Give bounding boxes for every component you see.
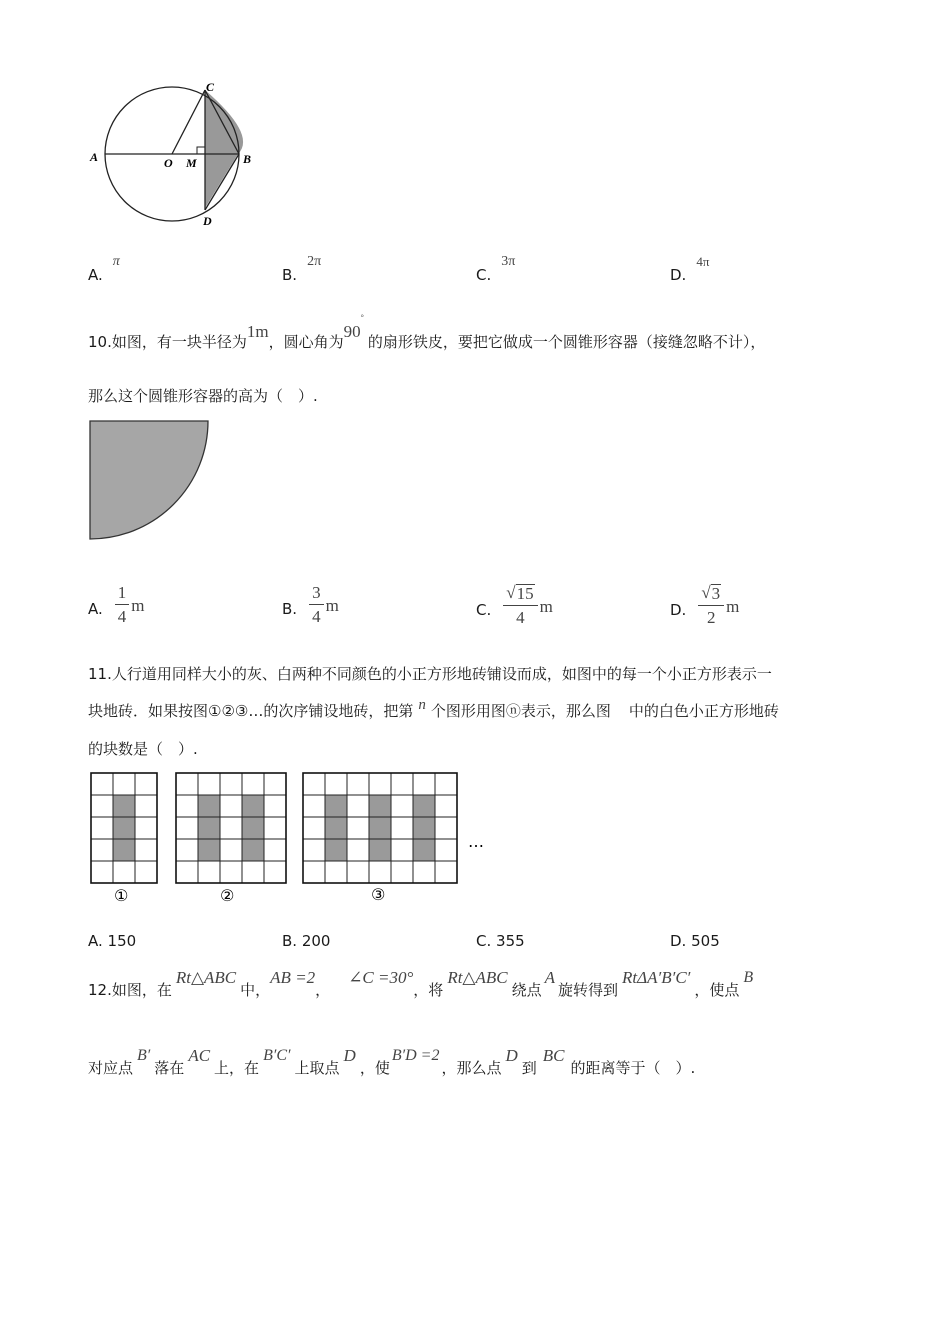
white-tile bbox=[435, 817, 457, 839]
q12-point-a: A bbox=[544, 968, 556, 987]
q12-stem-line1 bbox=[88, 964, 753, 1000]
white-tile bbox=[369, 773, 391, 795]
gray-tile bbox=[198, 839, 220, 861]
q12-p3: ， bbox=[315, 981, 331, 999]
q10-text-b: ，圆心角为 bbox=[268, 333, 344, 351]
q12-ab: AB =2 bbox=[270, 968, 316, 987]
white-tile bbox=[91, 773, 113, 795]
white-tile bbox=[347, 861, 369, 883]
white-tile bbox=[176, 817, 198, 839]
q12-l2f: ，那么点 bbox=[441, 1059, 502, 1077]
denominator: 2 bbox=[707, 608, 716, 627]
q10-option-b[interactable] bbox=[282, 584, 339, 626]
q9-option-c[interactable] bbox=[476, 254, 516, 284]
white-tile bbox=[264, 817, 286, 839]
q10-angle: 90 bbox=[343, 322, 361, 341]
q12-l2b: 落在 bbox=[154, 1059, 185, 1077]
gray-tile bbox=[325, 795, 347, 817]
white-tile bbox=[369, 861, 391, 883]
tile-patterns-figure bbox=[88, 770, 508, 910]
circle-figure bbox=[88, 78, 268, 233]
gray-tile bbox=[113, 839, 135, 861]
option-label: B. bbox=[282, 266, 298, 284]
shaded-segment bbox=[205, 90, 243, 208]
white-tile bbox=[91, 861, 113, 883]
white-tile bbox=[198, 773, 220, 795]
option-value: 355 bbox=[496, 932, 525, 950]
q12-angle-c: ∠C =30° bbox=[348, 968, 414, 987]
unit: m bbox=[325, 596, 339, 615]
white-tile bbox=[347, 839, 369, 861]
white-tile bbox=[135, 817, 157, 839]
q10-stem-line1 bbox=[88, 313, 766, 351]
q12-stem-line2 bbox=[88, 1042, 695, 1078]
white-tile bbox=[413, 861, 435, 883]
option-label: C. bbox=[476, 266, 492, 284]
option-label: A. bbox=[88, 600, 103, 618]
q12-p2: 中， bbox=[240, 981, 271, 999]
fraction bbox=[698, 584, 724, 627]
white-tile bbox=[264, 861, 286, 883]
white-tile bbox=[135, 773, 157, 795]
option-label: B. bbox=[282, 600, 298, 618]
q12-bc: BC bbox=[542, 1046, 565, 1065]
gray-tile bbox=[242, 839, 264, 861]
radius-oc bbox=[172, 90, 205, 154]
q12-l2g: 到 bbox=[521, 1059, 537, 1077]
label-o: O bbox=[164, 156, 173, 170]
white-tile bbox=[220, 795, 242, 817]
q11-option-d[interactable] bbox=[670, 931, 720, 951]
white-tile bbox=[303, 861, 325, 883]
q10-option-a[interactable] bbox=[88, 584, 145, 626]
white-tile bbox=[176, 773, 198, 795]
q10-text-c: 的扇形铁皮，要把它做成一个圆锥形容器（接缝忽略不计）， bbox=[367, 333, 766, 351]
white-tile bbox=[435, 861, 457, 883]
option-label: D. bbox=[670, 266, 687, 284]
option-label: D. bbox=[670, 601, 687, 619]
white-tile bbox=[391, 861, 413, 883]
white-tile bbox=[176, 861, 198, 883]
white-tile bbox=[303, 839, 325, 861]
white-tile bbox=[303, 773, 325, 795]
label-c: C bbox=[206, 80, 215, 94]
q12-b-prime: B′ bbox=[137, 1047, 151, 1064]
q12-rt-abc-2: Rt△ABC bbox=[447, 968, 508, 987]
white-tile bbox=[242, 773, 264, 795]
q11-option-b[interactable] bbox=[282, 931, 330, 951]
q9-option-a[interactable] bbox=[88, 254, 120, 284]
q11-text-a: 块地砖．如果按图①②③…的次序铺设地砖，把第 bbox=[88, 702, 414, 720]
white-tile bbox=[220, 839, 242, 861]
q12-ac: AC bbox=[188, 1046, 211, 1065]
q12-point-d2: D bbox=[505, 1046, 518, 1065]
white-tile bbox=[264, 773, 286, 795]
gray-tile bbox=[242, 795, 264, 817]
q11-n: n bbox=[418, 697, 426, 713]
figure-label-3: ③ bbox=[371, 885, 386, 904]
unit: m bbox=[131, 596, 145, 615]
white-tile bbox=[435, 839, 457, 861]
option-value: 4π bbox=[696, 254, 710, 269]
unit: m bbox=[726, 597, 740, 616]
white-tile bbox=[347, 795, 369, 817]
q12-point-b: B bbox=[743, 969, 754, 986]
tile-figure-2 bbox=[176, 773, 286, 883]
q10-option-c[interactable] bbox=[476, 584, 553, 627]
option-value: 3π bbox=[501, 254, 516, 269]
q12-l2d: 上取点 bbox=[294, 1059, 340, 1077]
white-tile bbox=[91, 817, 113, 839]
q12-l2e: ，使 bbox=[359, 1059, 390, 1077]
q12-p6: 旋转得到 bbox=[558, 981, 619, 999]
sqrt: √ 15 bbox=[506, 583, 534, 603]
q12-l2c: 上，在 bbox=[214, 1059, 260, 1077]
white-tile bbox=[435, 773, 457, 795]
gray-tile bbox=[198, 817, 220, 839]
fraction bbox=[115, 584, 130, 626]
white-tile bbox=[113, 773, 135, 795]
option-label: A. bbox=[88, 266, 103, 284]
white-tile bbox=[435, 795, 457, 817]
option-label: A. bbox=[88, 932, 103, 950]
gray-tile bbox=[325, 839, 347, 861]
white-tile bbox=[347, 773, 369, 795]
white-tile bbox=[325, 773, 347, 795]
q12-point-d: D bbox=[343, 1046, 356, 1065]
q12-p5: 绕点 bbox=[511, 981, 542, 999]
option-value: π bbox=[112, 254, 120, 269]
option-label: B. bbox=[282, 932, 298, 950]
q11-stem-line3: 的块数是（ ）. bbox=[88, 740, 198, 758]
white-tile bbox=[176, 795, 198, 817]
q11-stem-line1: 11.人行道用同样大小的灰、白两种不同颜色的小正方形地砖铺设而成，如图中的每一个小正方形表示一 bbox=[88, 665, 772, 683]
q12-l2h: 的距离等于（ ）. bbox=[570, 1059, 696, 1077]
white-tile bbox=[135, 861, 157, 883]
white-tile bbox=[220, 861, 242, 883]
q10-radius: 1m bbox=[246, 322, 269, 341]
ellipsis: … bbox=[468, 832, 484, 851]
label-d: D bbox=[203, 214, 212, 228]
option-value: 505 bbox=[691, 932, 720, 950]
gray-tile bbox=[369, 839, 391, 861]
gray-tile bbox=[369, 817, 391, 839]
option-value: 150 bbox=[107, 932, 137, 950]
white-tile bbox=[303, 817, 325, 839]
numerator bbox=[503, 584, 537, 606]
q10-option-d[interactable] bbox=[670, 584, 739, 627]
q9-option-b[interactable] bbox=[282, 254, 322, 284]
denominator: 4 bbox=[516, 608, 525, 627]
radicand: 15 bbox=[516, 584, 534, 603]
q9-option-d[interactable] bbox=[670, 254, 710, 284]
fraction bbox=[503, 584, 537, 627]
white-tile bbox=[391, 773, 413, 795]
option-label: C. bbox=[476, 601, 492, 619]
tile-figure-1 bbox=[91, 773, 157, 883]
option-value: 2π bbox=[307, 254, 322, 269]
q12-rt-prime: RtΔA′B′C′ bbox=[622, 968, 691, 987]
white-tile bbox=[413, 773, 435, 795]
gray-tile bbox=[325, 817, 347, 839]
sector-figure bbox=[88, 419, 212, 543]
denominator: 4 bbox=[117, 607, 127, 626]
gray-tile bbox=[198, 795, 220, 817]
white-tile bbox=[220, 773, 242, 795]
q12-l2a: 对应点 bbox=[88, 1059, 134, 1077]
gray-tile bbox=[113, 817, 135, 839]
white-tile bbox=[264, 839, 286, 861]
label-a: A bbox=[90, 150, 99, 164]
white-tile bbox=[91, 839, 113, 861]
q12-rt-abc: Rt△ABC bbox=[175, 968, 237, 987]
q11-text-b: 个图形用图ⓝ表示，那么图 bbox=[430, 702, 611, 720]
gray-tile bbox=[369, 795, 391, 817]
option-label: D. bbox=[670, 932, 687, 950]
q11-stem-line2 bbox=[88, 697, 779, 721]
gray-tile bbox=[113, 795, 135, 817]
white-tile bbox=[242, 861, 264, 883]
q12-p1: 12.如图，在 bbox=[88, 981, 172, 999]
white-tile bbox=[135, 795, 157, 817]
white-tile bbox=[135, 839, 157, 861]
denominator: 4 bbox=[312, 607, 321, 626]
white-tile bbox=[220, 817, 242, 839]
white-tile bbox=[391, 817, 413, 839]
white-tile bbox=[198, 861, 220, 883]
q10-angle-mark: ° bbox=[360, 313, 364, 322]
white-tile bbox=[325, 861, 347, 883]
white-tile bbox=[264, 795, 286, 817]
gray-tile bbox=[413, 839, 435, 861]
option-value: 200 bbox=[301, 932, 331, 950]
numerator: 1 bbox=[115, 584, 130, 605]
q11-option-a[interactable] bbox=[88, 931, 136, 951]
fraction bbox=[309, 584, 324, 626]
sector-shape bbox=[90, 421, 208, 539]
tile-figure-3 bbox=[303, 773, 457, 883]
sqrt: √ 3 bbox=[701, 583, 721, 603]
white-tile bbox=[113, 861, 135, 883]
white-tile bbox=[91, 795, 113, 817]
white-tile bbox=[391, 795, 413, 817]
q10-stem-line2: 那么这个圆锥形容器的高为（ ）. bbox=[88, 387, 318, 405]
q12-p4: ，将 bbox=[413, 981, 444, 999]
label-b: B bbox=[243, 152, 252, 166]
gray-tile bbox=[242, 817, 264, 839]
option-label: C. bbox=[476, 932, 492, 950]
label-m: M bbox=[186, 156, 197, 170]
gray-tile bbox=[413, 817, 435, 839]
numerator: 3 bbox=[309, 584, 324, 605]
unit: m bbox=[539, 597, 553, 616]
right-angle-mark bbox=[197, 147, 205, 154]
q12-bc-prime: B′C′ bbox=[263, 1047, 291, 1064]
numerator bbox=[698, 584, 724, 606]
white-tile bbox=[347, 817, 369, 839]
q11-text-c: 中的白色小正方形地砖 bbox=[628, 702, 779, 720]
figure-label-1: ① bbox=[114, 886, 129, 905]
white-tile bbox=[391, 839, 413, 861]
figure-label-2: ② bbox=[220, 886, 235, 905]
gray-tile bbox=[413, 795, 435, 817]
q12-bd: B′D =2 bbox=[391, 1047, 440, 1064]
q11-option-c[interactable] bbox=[476, 931, 525, 951]
q12-p7: ，使点 bbox=[694, 981, 740, 999]
white-tile bbox=[303, 795, 325, 817]
q10-text-a: 10.如图，有一块半径为 bbox=[88, 333, 247, 351]
radicand: 3 bbox=[711, 584, 721, 603]
white-tile bbox=[176, 839, 198, 861]
